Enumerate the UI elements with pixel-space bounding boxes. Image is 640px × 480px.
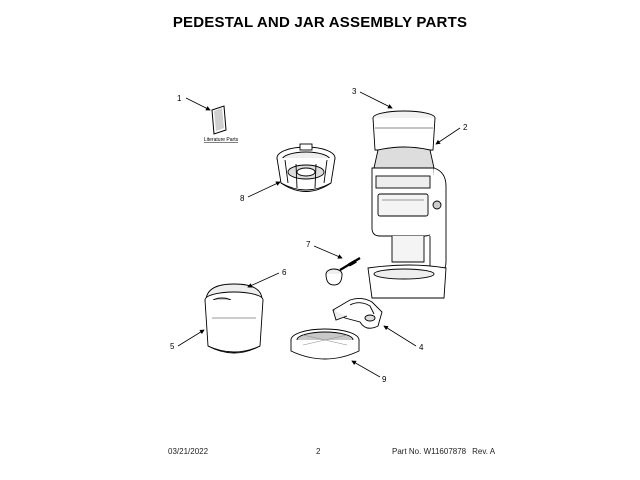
literature-parts-booklet (204, 106, 239, 143)
portafilter-holder (333, 298, 382, 328)
footer-revision: Rev. A (472, 447, 496, 456)
dosing-scoop (326, 258, 360, 285)
drip-tray (291, 329, 359, 359)
footer-date: 03/21/2022 (168, 447, 209, 456)
grounds-jar (205, 284, 263, 353)
grinder-pedestal (368, 147, 446, 298)
callout-2: 2 (463, 123, 468, 132)
callout-6: 6 (282, 268, 287, 277)
literature-label: Literature Parts (203, 137, 239, 143)
footer-page-number: 2 (316, 447, 321, 456)
footer-part-number: Part No. W11607878 (392, 447, 467, 456)
callout-8: 8 (240, 194, 245, 203)
callout-3: 3 (352, 87, 357, 96)
callout-9: 9 (382, 375, 387, 384)
bean-hopper (373, 111, 435, 150)
callout-1: 1 (177, 94, 182, 103)
callout-5: 5 (170, 342, 175, 351)
callout-4: 4 (419, 343, 424, 352)
callout-7: 7 (306, 240, 311, 249)
burr-carrier (277, 144, 335, 192)
page-title: PEDESTAL AND JAR ASSEMBLY PARTS (172, 14, 468, 31)
footer-part-info (392, 447, 495, 456)
